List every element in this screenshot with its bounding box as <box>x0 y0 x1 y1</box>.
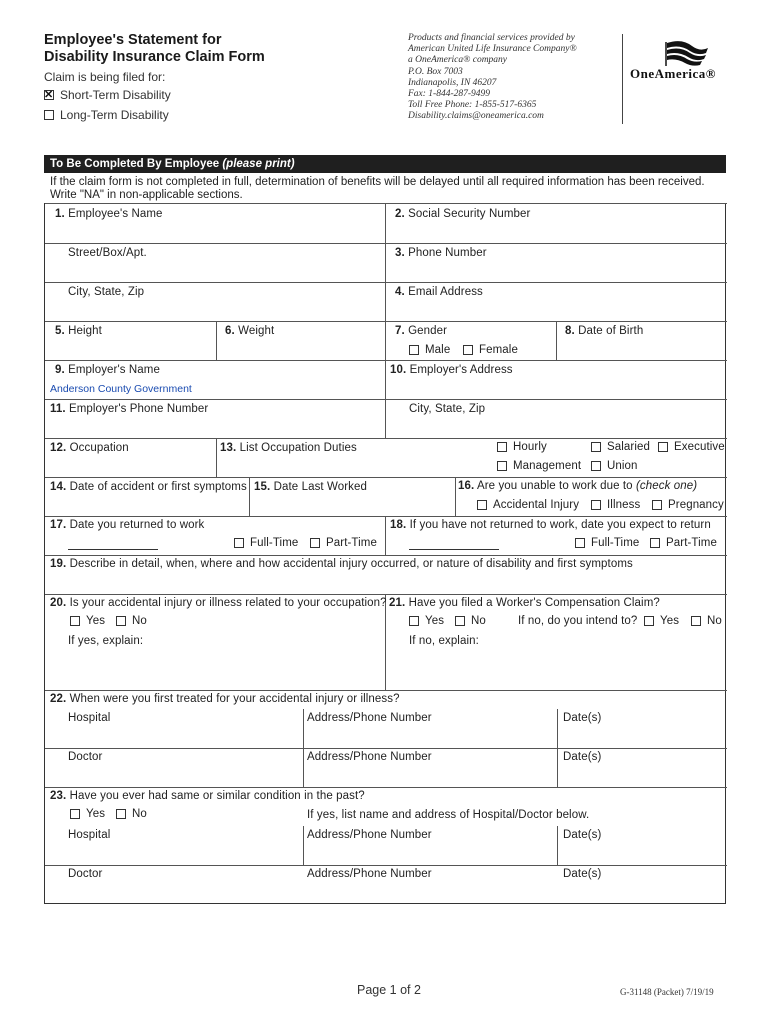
q23-doctor-address-label: Address/Phone Number <box>307 868 432 880</box>
long-term-option[interactable] <box>44 108 169 122</box>
long-term-label: Long-Term Disability <box>60 108 169 122</box>
q23-doctor-dates-label: Date(s) <box>563 868 602 880</box>
employer-address-label: 10. Employer's Address <box>390 364 513 376</box>
similar-condition-label: 23. Have you ever had same or similar condition in the past? <box>50 790 365 802</box>
q23-doctor-label: Doctor <box>68 868 103 880</box>
accidental-injury-option[interactable]: Accidental Injury <box>477 499 579 511</box>
row-line <box>45 865 727 866</box>
q22-doctor-label: Doctor <box>68 751 103 763</box>
section-title: To Be Completed By Employee <box>50 158 220 170</box>
q23-yes-checkbox[interactable] <box>70 809 80 819</box>
instruction-line-2: Write "NA" in non-applicable sections. <box>50 189 243 201</box>
accidental-injury-checkbox[interactable] <box>477 500 487 510</box>
instruction-line-1: If the claim form is not completed in full, determination of benefits will be delayed until all required information has been received. <box>50 176 705 188</box>
row-line <box>45 555 727 556</box>
employer-city-label: City, State, Zip <box>409 403 486 415</box>
accident-date-label: 14. Date of accident or first symptoms <box>50 481 247 493</box>
q20-yes-checkbox[interactable] <box>70 616 80 626</box>
management-checkbox[interactable] <box>497 461 507 471</box>
workers-comp-label: 21. Have you filed a Worker's Compensation Claim? <box>389 597 660 609</box>
employer-name-label: 9. Employer's Name <box>55 364 160 376</box>
illness-checkbox[interactable] <box>591 500 601 510</box>
q22-hospital-label: Hospital <box>68 712 111 724</box>
form-code: G-31148 (Packet) 7/19/19 <box>620 987 714 997</box>
returned-date-line[interactable] <box>68 549 158 550</box>
management-option[interactable]: Management <box>497 460 581 472</box>
salaried-checkbox[interactable] <box>591 442 601 452</box>
q22-hospital-address-label: Address/Phone Number <box>307 712 432 724</box>
row-line <box>45 690 727 691</box>
provider-line: Fax: 1-844-287-9499 <box>408 89 491 100</box>
union-option[interactable]: Union <box>591 460 638 472</box>
short-term-checkbox[interactable] <box>44 90 54 100</box>
q23-hospital-dates-label: Date(s) <box>563 829 602 841</box>
returned-fulltime-checkbox[interactable] <box>234 538 244 548</box>
row-line <box>45 399 727 400</box>
q23-no-checkbox[interactable] <box>116 809 126 819</box>
q21-yes-checkbox[interactable] <box>409 616 419 626</box>
claim-type-label: Claim is being filed for: <box>44 70 166 84</box>
male-option[interactable]: Male <box>409 344 450 356</box>
col-line <box>249 477 250 516</box>
provider-line: P.O. Box 7003 <box>408 66 463 77</box>
dob-label: 8. Date of Birth <box>565 325 644 337</box>
col-line <box>303 826 304 865</box>
gender-label: 7. Gender <box>395 325 448 337</box>
q23-yes-option[interactable]: Yes <box>70 808 105 820</box>
intend-yes-checkbox[interactable] <box>644 616 654 626</box>
title-line-1: Employee's Statement for <box>44 32 222 48</box>
col-line <box>556 321 557 360</box>
provider-line: a OneAmerica® company <box>408 55 508 66</box>
q20-no-option[interactable]: No <box>116 615 147 627</box>
street-label: Street/Box/Apt. <box>68 247 147 259</box>
expected-fulltime-checkbox[interactable] <box>575 538 585 548</box>
q20-yes-option[interactable]: Yes <box>70 615 105 627</box>
intend-yes-option[interactable]: Yes <box>644 615 679 627</box>
returned-date-label: 17. Date you returned to work <box>50 519 205 531</box>
col-line <box>557 826 558 865</box>
q21-no-option[interactable]: No <box>455 615 486 627</box>
employer-phone-label: 11. Employer's Phone Number <box>50 403 209 415</box>
col-line <box>216 321 217 360</box>
executive-option[interactable]: Executive <box>658 441 725 453</box>
hourly-checkbox[interactable] <box>497 442 507 452</box>
col-line <box>216 438 217 477</box>
col-line <box>303 709 304 787</box>
row-line <box>45 787 727 788</box>
logo-wordmark: OneAmerica® <box>630 66 716 81</box>
row-line <box>45 594 727 595</box>
expected-fulltime-option[interactable]: Full-Time <box>575 537 639 549</box>
q21-explain-label: If no, explain: <box>409 635 479 647</box>
occupation-related-label: 20. Is your accidental injury or illness related to your occupation? <box>50 597 387 609</box>
long-term-checkbox[interactable] <box>44 110 54 120</box>
ssn-label: 2. Social Security Number <box>395 208 531 220</box>
section-header <box>44 155 726 173</box>
illness-option[interactable]: Illness <box>591 499 640 511</box>
row-line <box>45 360 727 361</box>
provider-line: Products and financial services provided by <box>408 33 575 43</box>
expected-return-line[interactable] <box>409 549 499 550</box>
provider-line: Disability.claims@oneamerica.com <box>408 111 544 122</box>
male-checkbox[interactable] <box>409 345 419 355</box>
hourly-option[interactable]: Hourly <box>497 441 547 453</box>
q22-hospital-dates-label: Date(s) <box>563 712 602 724</box>
short-term-label: Short-Term Disability <box>60 88 171 102</box>
q20-no-checkbox[interactable] <box>116 616 126 626</box>
female-checkbox[interactable] <box>463 345 473 355</box>
intend-no-checkbox[interactable] <box>691 616 701 626</box>
unable-reason-label: 16. Are you unable to work due to (check one) <box>458 480 698 492</box>
q23-hospital-label: Hospital <box>68 829 111 841</box>
weight-label: 6. Weight <box>225 325 275 337</box>
last-worked-label: 15. Date Last Worked <box>254 481 368 493</box>
row-line <box>45 321 727 322</box>
col-line <box>455 477 456 516</box>
first-treated-label: 22. When were you first treated for your accidental injury or illness? <box>50 693 400 705</box>
salaried-option[interactable]: Salaried <box>591 441 650 453</box>
intend-no-option[interactable]: No <box>691 615 722 627</box>
returned-fulltime-option[interactable]: Full-Time <box>234 537 298 549</box>
oneamerica-logo <box>630 38 748 88</box>
title-line-2: Disability Insurance Claim Form <box>44 49 265 65</box>
executive-checkbox[interactable] <box>658 442 668 452</box>
q23-no-option[interactable]: No <box>116 808 147 820</box>
row-line <box>45 516 727 517</box>
q23-list-note: If yes, list name and address of Hospital/Doctor below. <box>307 809 590 821</box>
row-line <box>45 203 727 204</box>
provider-line: Indianapolis, IN 46207 <box>408 77 497 88</box>
instructions <box>50 176 720 202</box>
q22-doctor-address-label: Address/Phone Number <box>307 751 432 763</box>
q21-yes-option[interactable]: Yes <box>409 615 444 627</box>
pregnancy-option[interactable]: Pregnancy <box>652 499 724 511</box>
height-label: 5. Height <box>55 325 102 337</box>
expected-parttime-option[interactable]: Part-Time <box>650 537 717 549</box>
provider-info <box>408 33 577 123</box>
duties-label: 13. List Occupation Duties <box>220 442 357 454</box>
pregnancy-checkbox[interactable] <box>652 500 662 510</box>
intend-label: If no, do you intend to? <box>518 615 638 627</box>
employer-name-value[interactable]: Anderson County Government <box>50 383 192 395</box>
col-line <box>385 360 386 438</box>
provider-line: American United Life Insurance Company® <box>408 44 577 55</box>
employee-name-label: 1. Employee's Name <box>55 208 163 220</box>
expected-return-label: 18. If you have not returned to work, date you expect to return <box>390 519 711 531</box>
email-label: 4. Email Address <box>395 286 483 298</box>
short-term-option[interactable] <box>44 88 171 102</box>
row-line <box>45 243 727 244</box>
union-checkbox[interactable] <box>591 461 601 471</box>
returned-parttime-checkbox[interactable] <box>310 538 320 548</box>
row-line <box>45 477 727 478</box>
header-divider <box>622 34 623 124</box>
city-label: City, State, Zip <box>68 286 145 298</box>
returned-parttime-option[interactable]: Part-Time <box>310 537 377 549</box>
row-line <box>45 282 727 283</box>
phone-label: 3. Phone Number <box>395 247 487 259</box>
row-line <box>45 748 727 749</box>
q21-no-checkbox[interactable] <box>455 616 465 626</box>
q22-doctor-dates-label: Date(s) <box>563 751 602 763</box>
form-title <box>44 32 265 66</box>
expected-parttime-checkbox[interactable] <box>650 538 660 548</box>
col-line <box>385 516 386 555</box>
provider-line: Toll Free Phone: 1-855-517-6365 <box>408 100 537 111</box>
page-number: Page 1 of 2 <box>357 983 421 997</box>
q23-hospital-address-label: Address/Phone Number <box>307 829 432 841</box>
q20-explain-label: If yes, explain: <box>68 635 144 647</box>
employee-form <box>44 203 726 904</box>
col-line <box>557 709 558 787</box>
section-note: (please print) <box>222 158 295 170</box>
row-line <box>45 438 727 439</box>
col-line <box>385 203 386 360</box>
occupation-label: 12. Occupation <box>50 442 129 454</box>
female-option[interactable]: Female <box>463 344 518 356</box>
describe-label: 19. Describe in detail, when, where and how accidental injury occurred, or nature of disability and first symptoms <box>50 558 633 570</box>
